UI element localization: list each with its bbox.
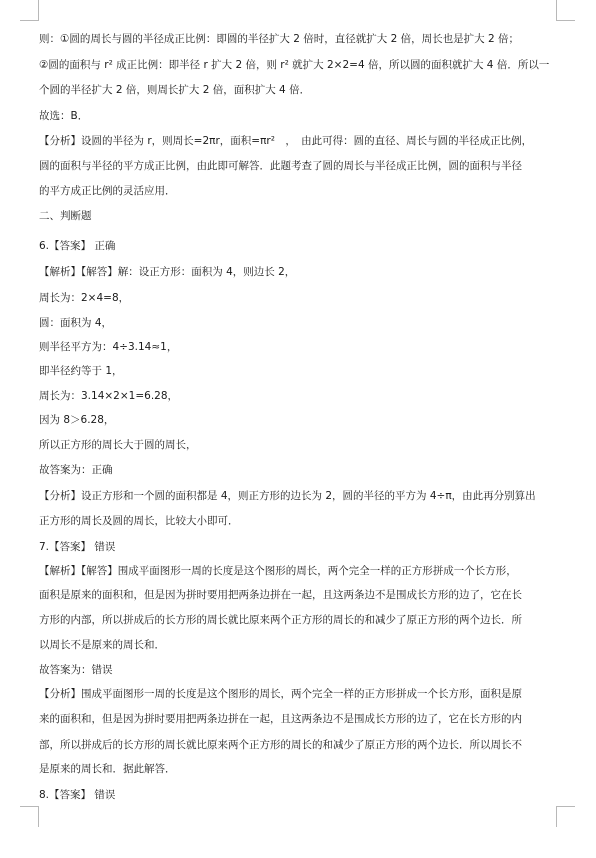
text-line: 周长为：2×4=8， [39, 292, 130, 304]
answer-heading: 8.【答案】 错误 [39, 789, 116, 801]
crop-mark-bottom-left [20, 806, 39, 827]
answer-heading: 7.【答案】 错误 [39, 541, 116, 553]
text-line: 周长为：3.14×2×1=6.28， [39, 390, 179, 402]
text-line: 【分析】围成平面图形一周的长度是这个图形的周长，两个完全一样的正方形拼成一个长方形，面积是原 [39, 688, 522, 700]
text-line: 的平方成正比例的灵活应用． [39, 185, 176, 197]
text-line: 圆：面积为 4， [39, 317, 113, 329]
text-line: ②圆的面积与 r² 成正比例：即半径 r 扩大 2 倍，则 r² 就扩大 2×2=4 倍，所以圆的面积就扩大 4 倍．所以一 [39, 59, 550, 71]
text-line: 正方形的周长及圆的周长，比较大小即可． [39, 515, 239, 527]
text-line: 个圆的半径扩大 2 倍，则周长扩大 2 倍，面积扩大 4 倍． [39, 84, 311, 96]
text-line: 是原来的周长和．据此解答． [39, 763, 176, 775]
text-line: 【解析】【解答】围成平面图形一周的长度是这个图形的周长，两个完全一样的正方形拼成一个长方形， [39, 565, 517, 577]
answer-heading: 6.【答案】 正确 [39, 240, 116, 252]
text-line: 故选：B． [39, 110, 89, 122]
crop-mark-top-right [556, 0, 575, 21]
text-line: 故答案为：正确 [39, 464, 113, 476]
text-line: 【解析】【解答】解：设正方形：面积为 4，则边长 2， [39, 266, 296, 278]
text-line: 则：①圆的周长与圆的半径成正比例：即圆的半径扩大 2 倍时，直径就扩大 2 倍，周长也是扩大 2 倍； [39, 33, 519, 45]
text-line: 故答案为：错误 [39, 664, 113, 676]
text-line: 因为 8＞6.28， [39, 414, 115, 426]
section-heading: 二、判断题 [39, 210, 92, 222]
crop-mark-bottom-right [556, 806, 575, 827]
text-line: 即半径约等于 1， [39, 365, 123, 377]
text-line: 【分析】设圆的半径为 r，则周长=2πr，面积=πr² ， 由此可得：圆的直径、周长与圆的半径成正比例， [39, 135, 533, 147]
text-line: 圆的面积与半径的平方成正比例，由此即可解答．此题考查了圆的周长与半径成正比例，圆的面积与半径 [39, 160, 522, 172]
text-line: 来的面积和，但是因为拼时要用把两条边拼在一起，且这两条边不是围成长方形的边了，它在长方形的内 [39, 713, 522, 725]
text-line: 所以正方形的周长大于圆的周长， [39, 439, 197, 451]
text-line: 方形的内部，所以拼成后的长方形的周长就比原来两个正方形的周长的和减少了原正方形的两个边长．所 [39, 614, 522, 626]
text-line: 以周长不是原来的周长和． [39, 639, 165, 651]
text-line: 面积是原来的面积和，但是因为拼时要用把两条边拼在一起，且这两条边不是围成长方形的边了，它在长 [39, 589, 522, 601]
crop-mark-top-left [20, 0, 39, 21]
text-line: 部，所以拼成后的长方形的周长就比原来两个正方形的周长的和减少了原正方形的两个边长．所以周长不 [39, 739, 522, 751]
text-line: 【分析】设正方形和一个圆的面积都是 4，则正方形的边长为 2，圆的半径的平方为 4÷π，由此再分别算出 [39, 490, 536, 502]
text-line: 则半径平方为：4÷3.14≈1， [39, 341, 178, 353]
